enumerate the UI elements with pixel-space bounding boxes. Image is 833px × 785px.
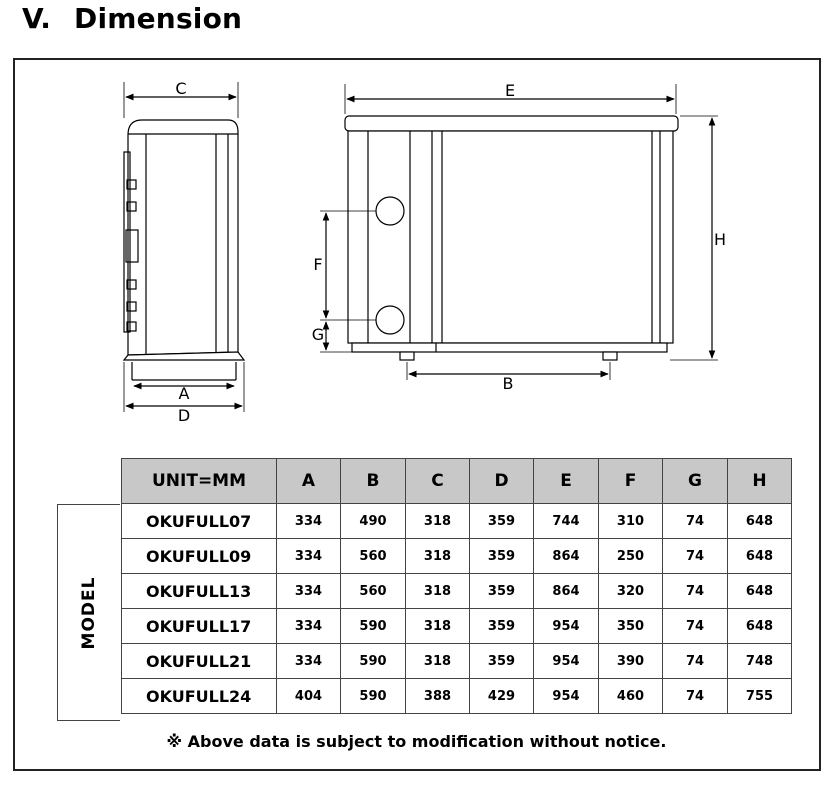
dim-label-d: D bbox=[177, 406, 191, 425]
value-cell: 334 bbox=[277, 609, 341, 644]
value-cell: 390 bbox=[599, 644, 663, 679]
col-header-b: B bbox=[341, 459, 406, 504]
dim-label-f: F bbox=[313, 255, 323, 274]
value-cell: 954 bbox=[534, 644, 599, 679]
value-cell: 334 bbox=[277, 539, 341, 574]
value-cell: 334 bbox=[277, 644, 341, 679]
dim-label-g: G bbox=[311, 325, 325, 344]
table-row bbox=[122, 539, 792, 574]
value-cell: 350 bbox=[599, 609, 663, 644]
value-cell: 318 bbox=[406, 609, 470, 644]
value-cell: 404 bbox=[277, 679, 341, 714]
model-cell: OKUFULL24 bbox=[122, 679, 277, 714]
value-cell: 359 bbox=[470, 644, 534, 679]
dim-label-c: C bbox=[175, 79, 187, 98]
model-cell: OKUFULL09 bbox=[122, 539, 277, 574]
value-cell: 74 bbox=[663, 644, 728, 679]
disclaimer-note: ※ Above data is subject to modification without notice. bbox=[166, 732, 667, 751]
value-cell: 74 bbox=[663, 679, 728, 714]
table-row bbox=[122, 574, 792, 609]
value-cell: 648 bbox=[728, 609, 792, 644]
value-cell: 648 bbox=[728, 574, 792, 609]
value-cell: 490 bbox=[341, 504, 406, 539]
value-cell: 359 bbox=[470, 504, 534, 539]
dim-label-a: A bbox=[178, 384, 190, 403]
value-cell: 460 bbox=[599, 679, 663, 714]
model-cell: OKUFULL07 bbox=[122, 504, 277, 539]
value-cell: 748 bbox=[728, 644, 792, 679]
value-cell: 318 bbox=[406, 539, 470, 574]
value-cell: 864 bbox=[534, 574, 599, 609]
section-title: Dimension bbox=[74, 2, 243, 35]
value-cell: 74 bbox=[663, 609, 728, 644]
value-cell: 388 bbox=[406, 679, 470, 714]
value-cell: 954 bbox=[534, 679, 599, 714]
value-cell: 250 bbox=[599, 539, 663, 574]
col-header-f: F bbox=[599, 459, 663, 504]
dim-label-b: B bbox=[502, 374, 514, 393]
value-cell: 318 bbox=[406, 644, 470, 679]
value-cell: 590 bbox=[341, 644, 406, 679]
value-cell: 318 bbox=[406, 504, 470, 539]
value-cell: 334 bbox=[277, 574, 341, 609]
section-number: V. bbox=[22, 2, 52, 35]
value-cell: 74 bbox=[663, 574, 728, 609]
value-cell: 320 bbox=[599, 574, 663, 609]
table-row bbox=[122, 679, 792, 714]
table-header-row bbox=[122, 459, 792, 504]
col-header-h: H bbox=[728, 459, 792, 504]
value-cell: 359 bbox=[470, 574, 534, 609]
front-view bbox=[345, 116, 678, 360]
value-cell: 74 bbox=[663, 504, 728, 539]
value-cell: 560 bbox=[341, 574, 406, 609]
model-cell: OKUFULL13 bbox=[122, 574, 277, 609]
table-row bbox=[122, 609, 792, 644]
model-cell: OKUFULL21 bbox=[122, 644, 277, 679]
value-cell: 744 bbox=[534, 504, 599, 539]
col-header-a: A bbox=[277, 459, 341, 504]
value-cell: 648 bbox=[728, 539, 792, 574]
model-group-label: MODEL bbox=[57, 504, 120, 721]
value-cell: 864 bbox=[534, 539, 599, 574]
value-cell: 648 bbox=[728, 504, 792, 539]
value-cell: 74 bbox=[663, 539, 728, 574]
col-header-c: C bbox=[406, 459, 470, 504]
model-cell: OKUFULL17 bbox=[122, 609, 277, 644]
value-cell: 560 bbox=[341, 539, 406, 574]
value-cell: 359 bbox=[470, 609, 534, 644]
value-cell: 954 bbox=[534, 609, 599, 644]
side-view bbox=[124, 120, 244, 380]
dimension-table bbox=[121, 458, 792, 714]
value-cell: 590 bbox=[341, 679, 406, 714]
dim-label-h: H bbox=[713, 230, 727, 249]
value-cell: 590 bbox=[341, 609, 406, 644]
table-row bbox=[122, 504, 792, 539]
value-cell: 359 bbox=[470, 539, 534, 574]
unit-header: UNIT=MM bbox=[122, 459, 277, 504]
value-cell: 318 bbox=[406, 574, 470, 609]
value-cell: 310 bbox=[599, 504, 663, 539]
col-header-g: G bbox=[663, 459, 728, 504]
col-header-e: E bbox=[534, 459, 599, 504]
table-row bbox=[122, 644, 792, 679]
value-cell: 334 bbox=[277, 504, 341, 539]
dim-label-e: E bbox=[504, 81, 516, 100]
value-cell: 755 bbox=[728, 679, 792, 714]
col-header-d: D bbox=[470, 459, 534, 504]
value-cell: 429 bbox=[470, 679, 534, 714]
